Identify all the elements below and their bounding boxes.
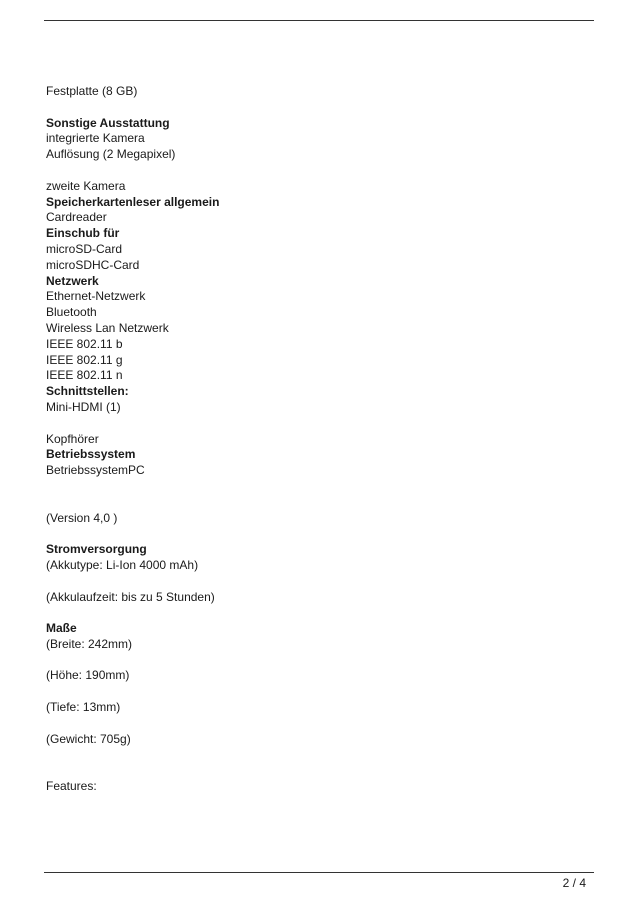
- section-heading: Netzwerk: [46, 273, 99, 288]
- footer-rule: [44, 872, 594, 873]
- spec-line: (Höhe: 190mm): [46, 668, 130, 683]
- spec-line: Auflösung (2 Megapixel): [46, 147, 176, 162]
- section-heading: Einschub für: [46, 226, 120, 241]
- spec-line: microSD-Card: [46, 241, 123, 256]
- spec-line: Mini-HDMI (1): [46, 399, 121, 414]
- document-body: [46, 84, 586, 795]
- spacer: [46, 526, 586, 542]
- section-heading: Maße: [46, 621, 77, 636]
- spec-line: integrierte Kamera: [46, 131, 145, 146]
- spec-line: (Version 4,0 ): [46, 510, 118, 525]
- section-heading: Schnittstellen:: [46, 384, 129, 399]
- spec-line: (Tiefe: 13mm): [46, 700, 121, 715]
- spec-line: Kopfhörer: [46, 431, 99, 446]
- spacer: [46, 163, 586, 179]
- page-number: 2 / 4: [562, 876, 586, 890]
- spacer: [46, 605, 586, 621]
- spec-line: IEEE 802.11 g: [46, 352, 123, 367]
- spec-line: (Akkutype: Li-Ion 4000 mAh): [46, 557, 199, 572]
- spec-line: Ethernet-Netzwerk: [46, 289, 146, 304]
- spec-line: Wireless Lan Netzwerk: [46, 320, 169, 335]
- section-heading: Stromversorgung: [46, 542, 147, 557]
- section-heading: Betriebssystem: [46, 447, 136, 462]
- spacer: [46, 100, 586, 116]
- section-heading: Sonstige Ausstattung: [46, 115, 170, 130]
- spec-line: (Gewicht: 705g): [46, 731, 131, 746]
- spec-line: (Akkulaufzeit: bis zu 5 Stunden): [46, 589, 215, 604]
- spec-line: microSDHC-Card: [46, 257, 140, 272]
- header-rule: [44, 20, 594, 21]
- spec-line: BetriebssystemPC: [46, 463, 145, 478]
- spacer: [46, 747, 586, 779]
- spec-line: Bluetooth: [46, 305, 97, 320]
- spacer: [46, 479, 586, 511]
- features-label: Features:: [46, 779, 97, 794]
- spacer: [46, 716, 586, 732]
- storage-line: Festplatte (8 GB): [46, 84, 138, 98]
- spacer: [46, 653, 586, 669]
- section-heading: Speicherkartenleser allgemein: [46, 194, 220, 209]
- spec-line: (Breite: 242mm): [46, 636, 133, 651]
- spec-line: zweite Kamera: [46, 178, 126, 193]
- spec-line: Cardreader: [46, 210, 107, 225]
- spacer: [46, 574, 586, 590]
- spec-line: IEEE 802.11 n: [46, 368, 123, 383]
- spacer: [46, 684, 586, 700]
- spacer: [46, 416, 586, 432]
- spec-line: IEEE 802.11 b: [46, 336, 123, 351]
